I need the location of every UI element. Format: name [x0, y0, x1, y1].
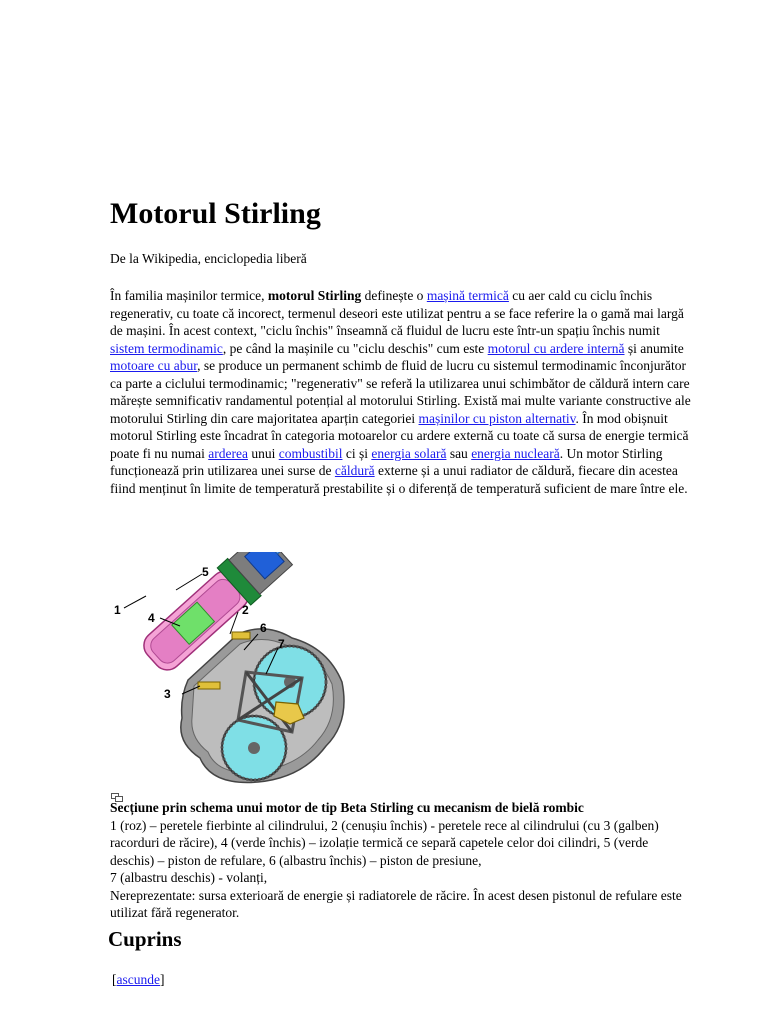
diagram-label-4: 4 — [148, 611, 155, 625]
caption-line: Nereprezentate: sursa exterioară de energie și radiatorele de răcire. În acest desen pistonul de refulare este utilizat fără regenerator. — [110, 887, 682, 920]
toc-bracket-open: [ — [112, 972, 117, 987]
toc-heading: Cuprins — [108, 927, 182, 951]
text-run: unui — [247, 445, 279, 461]
toc-toggle — [112, 971, 164, 988]
cooling-connector-1 — [198, 682, 220, 689]
diagram-label-5: 5 — [202, 565, 209, 579]
cooling-connector-2 — [232, 632, 250, 639]
article-link[interactable]: mașină termică — [426, 288, 509, 303]
article-link[interactable]: arderea — [208, 445, 248, 461]
text-run: definește o — [361, 288, 427, 303]
caption-line: 1 (roz) – peretele fierbinte al cilindrului, 2 (cenușiu închis) - peretele rece al cilindrului (cu 3 (galben) racorduri de răcire), 4 (verde închis) – izolație termică ce separă capetele celor doi cilindri, 5 (verde deschis) – piston de refulare, 6 (albastru închis) – piston de presiune, — [110, 817, 659, 868]
engine-diagram[interactable] — [106, 552, 352, 788]
toc-bracket-close: ] — [159, 972, 165, 987]
article-link[interactable]: motorul cu ardere internă — [487, 340, 625, 356]
article-link[interactable]: sistem termodinamic — [110, 340, 223, 356]
bold-term: motorul Stirling — [267, 288, 362, 303]
diagram-label-1: 1 — [114, 603, 121, 617]
toc-hide-link[interactable]: ascunde — [116, 972, 160, 987]
text-run: externe și a unui radiator de căldură, fiecare din acestea fiind menținut în limite de temperatură prestabilite și o diferență de temperatură suficient de mare între ele. — [110, 463, 688, 496]
caption-line: 7 (albastru deschis) - volanți, — [110, 870, 268, 885]
page-subtitle: De la Wikipedia, enciclopedia liberă — [110, 251, 307, 266]
diagram-label-7: 7 — [278, 637, 285, 651]
article-link[interactable]: motoare cu abur — [110, 358, 198, 373]
text-run: și anumite — [624, 340, 684, 356]
magnify-icon[interactable] — [111, 789, 123, 798]
figure-caption — [110, 799, 695, 922]
text-run: cu aer cald cu ciclu închis regenerativ, cu toate că incorect, termenul deseori este utilizat pentru a se face referire la o gamă mai largă de mașini. În acest context, "ciclu închis" înseamnă că fluidul de lucru este într-un spațiu închis numit — [110, 288, 684, 338]
article-link[interactable]: combustibil — [278, 445, 343, 461]
article-link[interactable]: căldură — [334, 463, 375, 478]
text-run: ci și — [342, 445, 372, 461]
article-link[interactable]: energia solară — [371, 445, 447, 461]
flywheel-bottom — [222, 716, 286, 780]
intro-paragraph — [110, 287, 695, 497]
text-run: . În mod obișnuit motorul Stirling este încadrat în categoria motoarelor cu ardere externă cu toate că sursa de energie termică poate fi nu numai — [110, 410, 689, 461]
text-run: . Un motor Stirling funcționează prin utilizarea unei surse de — [110, 445, 663, 478]
text-run: , pe când la mașinile cu "ciclu deschis" cum este — [222, 340, 488, 356]
caption-title: Secțiune prin schema unui motor de tip Beta Stirling cu mecanism de bielă rombic — [110, 800, 584, 815]
text-run: , se produce un permanent schimb de fluid de lucru cu sistemul termodinamic înconjurător ca parte a ciclului termodinamic; "regenerativ" se referă la utilizarea unui schimbător de căldură intern care mărește semnificativ randamentul potențial al motorului Stirling. Există mai multe variante constructive ale motorului Stirling din care majoritatea aparțin categoriei — [110, 358, 691, 426]
engine-diagram-svg — [106, 552, 352, 788]
article-link[interactable]: mașinilor cu piston alternativ — [418, 410, 576, 426]
diagram-label-3: 3 — [164, 687, 171, 701]
diagram-label-6: 6 — [260, 621, 267, 635]
diagram-label-2: 2 — [242, 603, 249, 617]
page-title: Motorul Stirling — [110, 197, 321, 230]
text-run: În familia mașinilor termice, — [110, 288, 268, 303]
text-run: sau — [446, 445, 472, 461]
article-link[interactable]: energia nucleară — [471, 445, 560, 461]
